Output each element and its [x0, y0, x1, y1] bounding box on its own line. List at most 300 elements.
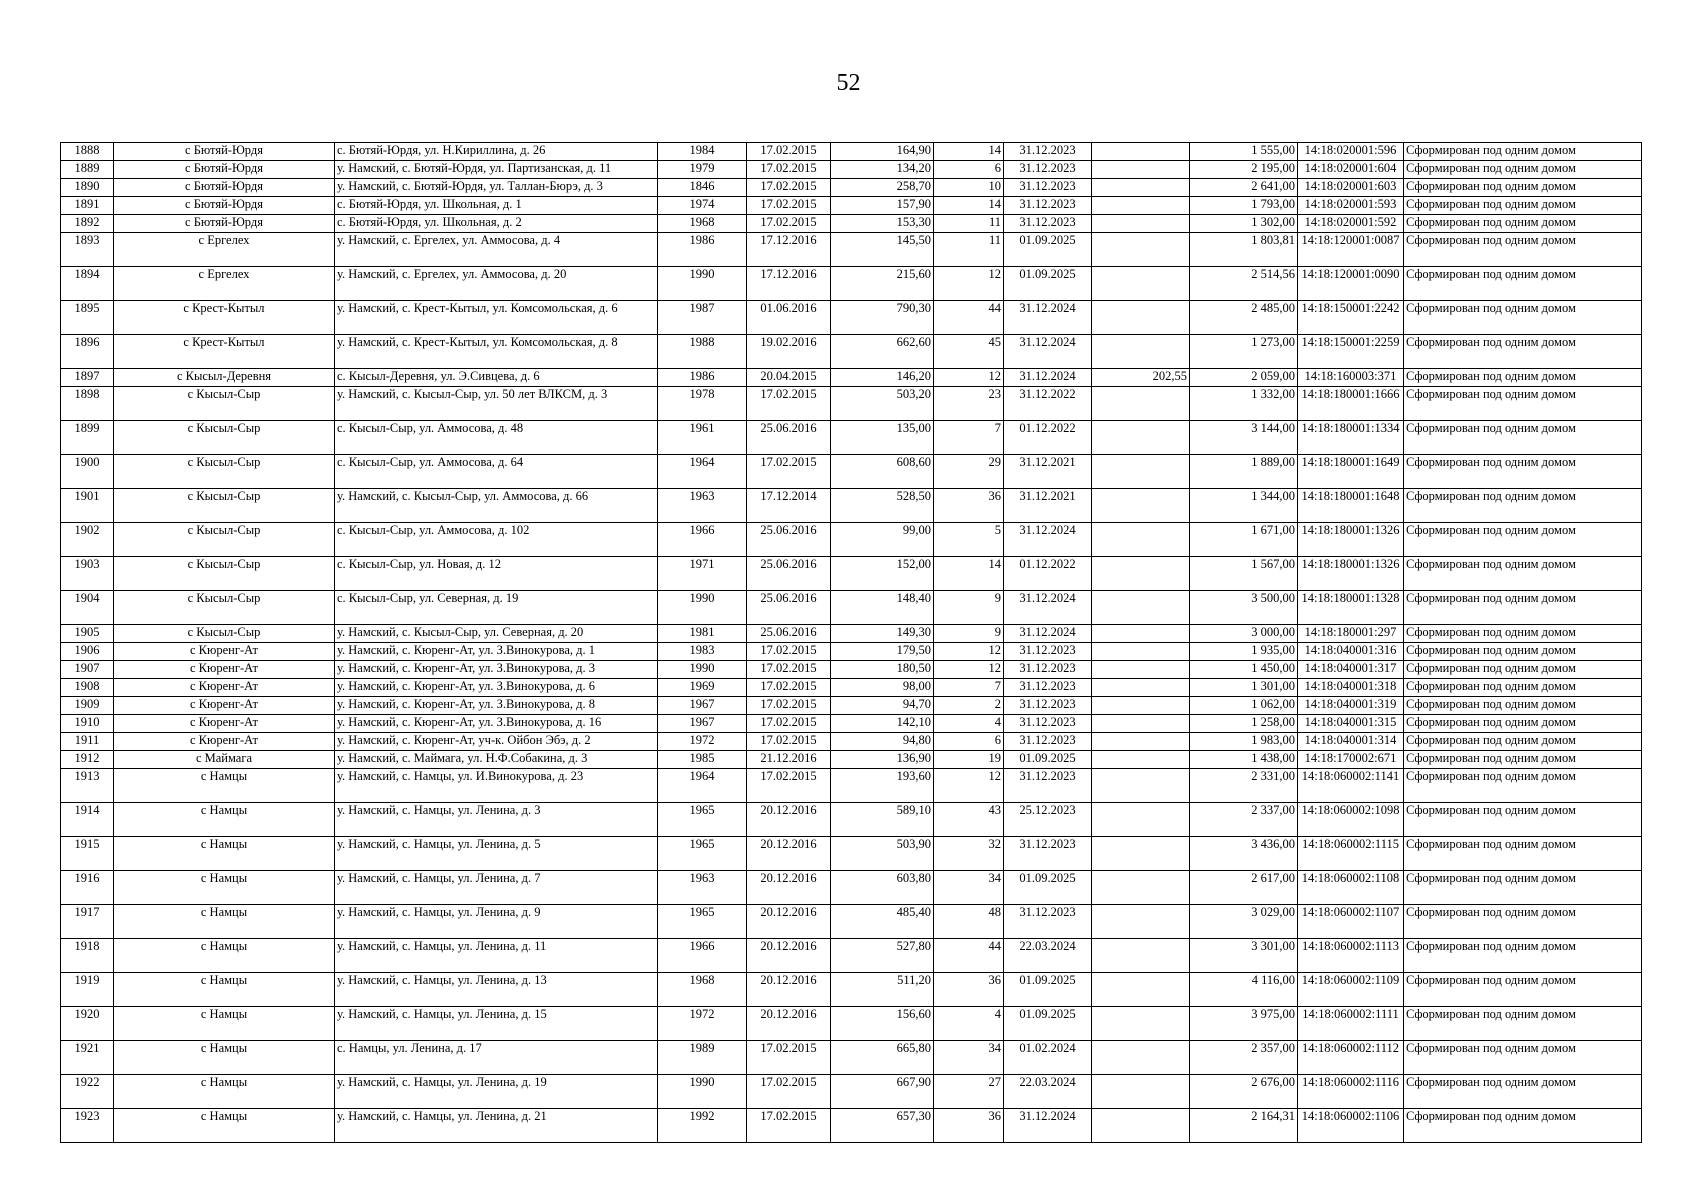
status-cell: Сформирован под одним домом [1404, 715, 1642, 733]
registration-date-cell: 17.12.2016 [747, 267, 831, 301]
row-number-cell: 1909 [61, 697, 114, 715]
table-row [61, 1109, 1642, 1143]
table-row [61, 679, 1642, 697]
residents-count-cell: 6 [934, 161, 1004, 179]
residents-count-cell: 34 [934, 871, 1004, 905]
area-cell: 136,90 [831, 751, 934, 769]
cadastral-number-cell: 14:18:180001:1326 [1298, 557, 1404, 591]
area-cell: 153,30 [831, 215, 934, 233]
cost-cell: 1 302,00 [1190, 215, 1298, 233]
locality-cell: с Кысыл-Сыр [114, 421, 335, 455]
cadastral-number-cell: 14:18:150001:2259 [1298, 335, 1404, 369]
cadastral-number-cell: 14:18:020001:592 [1298, 215, 1404, 233]
extra-value-cell [1092, 661, 1190, 679]
address-cell: с. Кысыл-Сыр, ул. Северная, д. 19 [335, 591, 658, 625]
address-cell: у. Намский, с. Кюренг-Ат, уч-к. Ойбон Эбэ, д. 2 [335, 733, 658, 751]
registration-date-cell: 17.02.2015 [747, 161, 831, 179]
address-cell: с. Кысыл-Сыр, ул. Аммосова, д. 48 [335, 421, 658, 455]
address-cell: у. Намский, с. Намцы, ул. Ленина, д. 3 [335, 803, 658, 837]
extra-value-cell [1092, 837, 1190, 871]
year-built-cell: 1965 [658, 837, 747, 871]
locality-cell: с Ергелех [114, 267, 335, 301]
year-built-cell: 1990 [658, 591, 747, 625]
cadastral-number-cell: 14:18:180001:1648 [1298, 489, 1404, 523]
locality-cell: с Кюренг-Ат [114, 661, 335, 679]
cost-cell: 3 436,00 [1190, 837, 1298, 871]
table-row [61, 179, 1642, 197]
residents-count-cell: 36 [934, 973, 1004, 1007]
residents-count-cell: 4 [934, 1007, 1004, 1041]
cost-cell: 1 450,00 [1190, 661, 1298, 679]
year-built-cell: 1981 [658, 625, 747, 643]
locality-cell: с Намцы [114, 871, 335, 905]
deadline-cell: 31.12.2023 [1004, 143, 1092, 161]
registration-date-cell: 17.02.2015 [747, 679, 831, 697]
address-cell: с. Кысыл-Сыр, ул. Новая, д. 12 [335, 557, 658, 591]
deadline-cell: 31.12.2024 [1004, 335, 1092, 369]
row-number-cell: 1910 [61, 715, 114, 733]
address-cell: у. Намский, с. Кысыл-Сыр, ул. 50 лет ВЛКСМ, д. 3 [335, 387, 658, 421]
status-cell: Сформирован под одним домом [1404, 625, 1642, 643]
status-cell: Сформирован под одним домом [1404, 1109, 1642, 1143]
cadastral-number-cell: 14:18:020001:604 [1298, 161, 1404, 179]
year-built-cell: 1986 [658, 369, 747, 387]
area-cell: 134,20 [831, 161, 934, 179]
cost-cell: 2 641,00 [1190, 179, 1298, 197]
year-built-cell: 1966 [658, 523, 747, 557]
deadline-cell: 31.12.2023 [1004, 161, 1092, 179]
cadastral-number-cell: 14:18:060002:1115 [1298, 837, 1404, 871]
cost-cell: 1 889,00 [1190, 455, 1298, 489]
deadline-cell: 31.12.2021 [1004, 455, 1092, 489]
cost-cell: 2 331,00 [1190, 769, 1298, 803]
table-row [61, 1075, 1642, 1109]
row-number-cell: 1900 [61, 455, 114, 489]
cost-cell: 3 500,00 [1190, 591, 1298, 625]
deadline-cell: 01.09.2025 [1004, 871, 1092, 905]
locality-cell: с Бютяй-Юрдя [114, 143, 335, 161]
residents-count-cell: 7 [934, 421, 1004, 455]
cost-cell: 2 357,00 [1190, 1041, 1298, 1075]
cost-cell: 3 144,00 [1190, 421, 1298, 455]
residents-count-cell: 14 [934, 143, 1004, 161]
residents-count-cell: 10 [934, 179, 1004, 197]
row-number-cell: 1922 [61, 1075, 114, 1109]
deadline-cell: 31.12.2023 [1004, 679, 1092, 697]
row-number-cell: 1892 [61, 215, 114, 233]
area-cell: 179,50 [831, 643, 934, 661]
year-built-cell: 1971 [658, 557, 747, 591]
area-cell: 149,30 [831, 625, 934, 643]
year-built-cell: 1972 [658, 733, 747, 751]
year-built-cell: 1992 [658, 1109, 747, 1143]
deadline-cell: 01.09.2025 [1004, 751, 1092, 769]
status-cell: Сформирован под одним домом [1404, 267, 1642, 301]
table-row [61, 455, 1642, 489]
address-cell: у. Намский, с. Бютяй-Юрдя, ул. Таллан-Бюрэ, д. 3 [335, 179, 658, 197]
cost-cell: 1 567,00 [1190, 557, 1298, 591]
status-cell: Сформирован под одним домом [1404, 1007, 1642, 1041]
cadastral-number-cell: 14:18:060002:1098 [1298, 803, 1404, 837]
table-row [61, 143, 1642, 161]
locality-cell: с Намцы [114, 803, 335, 837]
locality-cell: с Кысыл-Сыр [114, 625, 335, 643]
cadastral-number-cell: 14:18:020001:596 [1298, 143, 1404, 161]
extra-value-cell [1092, 751, 1190, 769]
registration-date-cell: 17.12.2016 [747, 233, 831, 267]
residents-count-cell: 9 [934, 591, 1004, 625]
row-number-cell: 1897 [61, 369, 114, 387]
cost-cell: 2 164,31 [1190, 1109, 1298, 1143]
cost-cell: 1 258,00 [1190, 715, 1298, 733]
row-number-cell: 1912 [61, 751, 114, 769]
deadline-cell: 01.02.2024 [1004, 1041, 1092, 1075]
registration-date-cell: 17.02.2015 [747, 661, 831, 679]
extra-value-cell [1092, 679, 1190, 697]
address-cell: с. Кысыл-Деревня, ул. Э.Сивцева, д. 6 [335, 369, 658, 387]
extra-value-cell [1092, 1109, 1190, 1143]
address-cell: у. Намский, с. Кысыл-Сыр, ул. Северная, д. 20 [335, 625, 658, 643]
cost-cell: 2 514,56 [1190, 267, 1298, 301]
cadastral-number-cell: 14:18:020001:603 [1298, 179, 1404, 197]
cadastral-number-cell: 14:18:180001:1666 [1298, 387, 1404, 421]
cost-cell: 2 485,00 [1190, 301, 1298, 335]
table-row [61, 751, 1642, 769]
locality-cell: с Крест-Кытыл [114, 301, 335, 335]
extra-value-cell [1092, 489, 1190, 523]
locality-cell: с Кюренг-Ат [114, 697, 335, 715]
registration-date-cell: 17.02.2015 [747, 1075, 831, 1109]
area-cell: 528,50 [831, 489, 934, 523]
status-cell: Сформирован под одним домом [1404, 733, 1642, 751]
residents-count-cell: 14 [934, 197, 1004, 215]
residents-count-cell: 11 [934, 215, 1004, 233]
registration-date-cell: 17.02.2015 [747, 179, 831, 197]
registration-date-cell: 17.02.2015 [747, 769, 831, 803]
residents-count-cell: 44 [934, 939, 1004, 973]
area-cell: 145,50 [831, 233, 934, 267]
residents-count-cell: 12 [934, 769, 1004, 803]
cadastral-number-cell: 14:18:040001:318 [1298, 679, 1404, 697]
cost-cell: 1 671,00 [1190, 523, 1298, 557]
status-cell: Сформирован под одним домом [1404, 523, 1642, 557]
residents-count-cell: 43 [934, 803, 1004, 837]
registration-date-cell: 17.02.2015 [747, 643, 831, 661]
address-cell: у. Намский, с. Намцы, ул. Ленина, д. 9 [335, 905, 658, 939]
extra-value-cell [1092, 803, 1190, 837]
residents-count-cell: 36 [934, 1109, 1004, 1143]
status-cell: Сформирован под одним домом [1404, 489, 1642, 523]
locality-cell: с Бютяй-Юрдя [114, 215, 335, 233]
row-number-cell: 1891 [61, 197, 114, 215]
extra-value-cell [1092, 769, 1190, 803]
table-body [61, 143, 1642, 1143]
status-cell: Сформирован под одним домом [1404, 939, 1642, 973]
area-cell: 99,00 [831, 523, 934, 557]
status-cell: Сформирован под одним домом [1404, 197, 1642, 215]
cost-cell: 2 195,00 [1190, 161, 1298, 179]
address-cell: с. Кысыл-Сыр, ул. Аммосова, д. 64 [335, 455, 658, 489]
registration-date-cell: 25.06.2016 [747, 523, 831, 557]
table-row [61, 733, 1642, 751]
cost-cell: 2 059,00 [1190, 369, 1298, 387]
row-number-cell: 1906 [61, 643, 114, 661]
extra-value-cell [1092, 197, 1190, 215]
cost-cell: 1 273,00 [1190, 335, 1298, 369]
extra-value-cell [1092, 143, 1190, 161]
table-row [61, 233, 1642, 267]
area-cell: 511,20 [831, 973, 934, 1007]
table-row [61, 871, 1642, 905]
area-cell: 503,20 [831, 387, 934, 421]
table-row [61, 197, 1642, 215]
deadline-cell: 22.03.2024 [1004, 939, 1092, 973]
registration-date-cell: 25.06.2016 [747, 625, 831, 643]
registration-date-cell: 19.02.2016 [747, 335, 831, 369]
registration-date-cell: 25.06.2016 [747, 421, 831, 455]
status-cell: Сформирован под одним домом [1404, 421, 1642, 455]
residents-count-cell: 23 [934, 387, 1004, 421]
area-cell: 152,00 [831, 557, 934, 591]
residents-count-cell: 12 [934, 643, 1004, 661]
extra-value-cell [1092, 179, 1190, 197]
cadastral-number-cell: 14:18:180001:1649 [1298, 455, 1404, 489]
table-row [61, 369, 1642, 387]
table-row [61, 557, 1642, 591]
cadastral-number-cell: 14:18:060002:1108 [1298, 871, 1404, 905]
deadline-cell: 31.12.2024 [1004, 591, 1092, 625]
registration-date-cell: 17.02.2015 [747, 215, 831, 233]
address-cell: у. Намский, с. Бютяй-Юрдя, ул. Партизанская, д. 11 [335, 161, 658, 179]
table-row [61, 335, 1642, 369]
status-cell: Сформирован под одним домом [1404, 179, 1642, 197]
cadastral-number-cell: 14:18:020001:593 [1298, 197, 1404, 215]
area-cell: 142,10 [831, 715, 934, 733]
extra-value-cell [1092, 301, 1190, 335]
housing-registry-table [60, 142, 1642, 1143]
cadastral-number-cell: 14:18:040001:319 [1298, 697, 1404, 715]
cadastral-number-cell: 14:18:120001:0087 [1298, 233, 1404, 267]
status-cell: Сформирован под одним домом [1404, 643, 1642, 661]
year-built-cell: 1988 [658, 335, 747, 369]
cadastral-number-cell: 14:18:170002:671 [1298, 751, 1404, 769]
locality-cell: с Кысыл-Сыр [114, 557, 335, 591]
row-number-cell: 1902 [61, 523, 114, 557]
deadline-cell: 01.09.2025 [1004, 233, 1092, 267]
extra-value-cell [1092, 939, 1190, 973]
cadastral-number-cell: 14:18:060002:1113 [1298, 939, 1404, 973]
area-cell: 258,70 [831, 179, 934, 197]
extra-value-cell [1092, 871, 1190, 905]
cadastral-number-cell: 14:18:180001:1328 [1298, 591, 1404, 625]
row-number-cell: 1916 [61, 871, 114, 905]
year-built-cell: 1964 [658, 769, 747, 803]
status-cell: Сформирован под одним домом [1404, 335, 1642, 369]
table-row [61, 643, 1642, 661]
locality-cell: с Намцы [114, 1007, 335, 1041]
table-row [61, 939, 1642, 973]
address-cell: у. Намский, с. Намцы, ул. Ленина, д. 19 [335, 1075, 658, 1109]
address-cell: у. Намский, с. Маймага, ул. Н.Ф.Собакина, д. 3 [335, 751, 658, 769]
address-cell: у. Намский, с. Намцы, ул. Ленина, д. 13 [335, 973, 658, 1007]
deadline-cell: 31.12.2023 [1004, 733, 1092, 751]
address-cell: у. Намский, с. Кюренг-Ат, ул. З.Винокурова, д. 8 [335, 697, 658, 715]
extra-value-cell [1092, 1007, 1190, 1041]
residents-count-cell: 32 [934, 837, 1004, 871]
area-cell: 180,50 [831, 661, 934, 679]
extra-value-cell [1092, 215, 1190, 233]
table-row [61, 905, 1642, 939]
residents-count-cell: 9 [934, 625, 1004, 643]
row-number-cell: 1913 [61, 769, 114, 803]
locality-cell: с Намцы [114, 1075, 335, 1109]
status-cell: Сформирован под одним домом [1404, 591, 1642, 625]
registration-date-cell: 20.12.2016 [747, 939, 831, 973]
row-number-cell: 1905 [61, 625, 114, 643]
address-cell: у. Намский, с. Намцы, ул. Ленина, д. 21 [335, 1109, 658, 1143]
row-number-cell: 1904 [61, 591, 114, 625]
table-row [61, 661, 1642, 679]
table-row [61, 387, 1642, 421]
cadastral-number-cell: 14:18:040001:317 [1298, 661, 1404, 679]
residents-count-cell: 5 [934, 523, 1004, 557]
year-built-cell: 1967 [658, 715, 747, 733]
deadline-cell: 01.12.2022 [1004, 421, 1092, 455]
deadline-cell: 31.12.2023 [1004, 769, 1092, 803]
extra-value-cell [1092, 591, 1190, 625]
year-built-cell: 1984 [658, 143, 747, 161]
row-number-cell: 1903 [61, 557, 114, 591]
row-number-cell: 1899 [61, 421, 114, 455]
registration-date-cell: 17.12.2014 [747, 489, 831, 523]
deadline-cell: 31.12.2023 [1004, 197, 1092, 215]
cadastral-number-cell: 14:18:060002:1106 [1298, 1109, 1404, 1143]
area-cell: 94,80 [831, 733, 934, 751]
area-cell: 156,60 [831, 1007, 934, 1041]
year-built-cell: 1978 [658, 387, 747, 421]
deadline-cell: 01.09.2025 [1004, 973, 1092, 1007]
year-built-cell: 1968 [658, 973, 747, 1007]
row-number-cell: 1908 [61, 679, 114, 697]
table-row [61, 591, 1642, 625]
deadline-cell: 22.03.2024 [1004, 1075, 1092, 1109]
locality-cell: с Бютяй-Юрдя [114, 179, 335, 197]
cost-cell: 1 332,00 [1190, 387, 1298, 421]
address-cell: у. Намский, с. Намцы, ул. Ленина, д. 11 [335, 939, 658, 973]
extra-value-cell: 202,55 [1092, 369, 1190, 387]
status-cell: Сформирован под одним домом [1404, 143, 1642, 161]
locality-cell: с Намцы [114, 939, 335, 973]
table-row [61, 267, 1642, 301]
locality-cell: с Кысыл-Сыр [114, 523, 335, 557]
extra-value-cell [1092, 387, 1190, 421]
extra-value-cell [1092, 697, 1190, 715]
extra-value-cell [1092, 523, 1190, 557]
cadastral-number-cell: 14:18:060002:1141 [1298, 769, 1404, 803]
residents-count-cell: 34 [934, 1041, 1004, 1075]
area-cell: 157,90 [831, 197, 934, 215]
deadline-cell: 31.12.2024 [1004, 523, 1092, 557]
address-cell: у. Намский, с. Кюренг-Ат, ул. З.Винокурова, д. 1 [335, 643, 658, 661]
cadastral-number-cell: 14:18:040001:314 [1298, 733, 1404, 751]
area-cell: 135,00 [831, 421, 934, 455]
cost-cell: 3 301,00 [1190, 939, 1298, 973]
row-number-cell: 1918 [61, 939, 114, 973]
deadline-cell: 31.12.2024 [1004, 1109, 1092, 1143]
area-cell: 98,00 [831, 679, 934, 697]
residents-count-cell: 6 [934, 733, 1004, 751]
address-cell: у. Намский, с. Кюренг-Ат, ул. З.Винокурова, д. 16 [335, 715, 658, 733]
address-cell: у. Намский, с. Намцы, ул. И.Винокурова, д. 23 [335, 769, 658, 803]
year-built-cell: 1968 [658, 215, 747, 233]
registration-date-cell: 17.02.2015 [747, 143, 831, 161]
year-built-cell: 1979 [658, 161, 747, 179]
locality-cell: с Намцы [114, 905, 335, 939]
table-row [61, 625, 1642, 643]
address-cell: у. Намский, с. Ергелех, ул. Аммосова, д. 20 [335, 267, 658, 301]
cadastral-number-cell: 14:18:060002:1107 [1298, 905, 1404, 939]
row-number-cell: 1914 [61, 803, 114, 837]
year-built-cell: 1987 [658, 301, 747, 335]
cadastral-number-cell: 14:18:180001:1334 [1298, 421, 1404, 455]
year-built-cell: 1986 [658, 233, 747, 267]
residents-count-cell: 14 [934, 557, 1004, 591]
extra-value-cell [1092, 335, 1190, 369]
registration-date-cell: 20.12.2016 [747, 1007, 831, 1041]
locality-cell: с Кюренг-Ат [114, 679, 335, 697]
extra-value-cell [1092, 455, 1190, 489]
registration-date-cell: 17.02.2015 [747, 1041, 831, 1075]
locality-cell: с Кысыл-Сыр [114, 591, 335, 625]
area-cell: 146,20 [831, 369, 934, 387]
row-number-cell: 1907 [61, 661, 114, 679]
table-row [61, 803, 1642, 837]
deadline-cell: 31.12.2022 [1004, 387, 1092, 421]
year-built-cell: 1964 [658, 455, 747, 489]
area-cell: 657,30 [831, 1109, 934, 1143]
cadastral-number-cell: 14:18:040001:316 [1298, 643, 1404, 661]
address-cell: у. Намский, с. Кюренг-Ат, ул. З.Винокурова, д. 6 [335, 679, 658, 697]
row-number-cell: 1888 [61, 143, 114, 161]
status-cell: Сформирован под одним домом [1404, 661, 1642, 679]
cost-cell: 3 975,00 [1190, 1007, 1298, 1041]
registration-date-cell: 17.02.2015 [747, 387, 831, 421]
address-cell: у. Намский, с. Крест-Кытыл, ул. Комсомольская, д. 8 [335, 335, 658, 369]
year-built-cell: 1989 [658, 1041, 747, 1075]
row-number-cell: 1911 [61, 733, 114, 751]
area-cell: 665,80 [831, 1041, 934, 1075]
address-cell: у. Намский, с. Ергелех, ул. Аммосова, д. 4 [335, 233, 658, 267]
locality-cell: с Кюренг-Ат [114, 643, 335, 661]
status-cell: Сформирован под одним домом [1404, 837, 1642, 871]
cost-cell: 1 344,00 [1190, 489, 1298, 523]
extra-value-cell [1092, 715, 1190, 733]
registration-date-cell: 20.04.2015 [747, 369, 831, 387]
status-cell: Сформирован под одним домом [1404, 215, 1642, 233]
status-cell: Сформирован под одним домом [1404, 1075, 1642, 1109]
page-number: 52 [836, 70, 861, 96]
extra-value-cell [1092, 973, 1190, 1007]
deadline-cell: 01.09.2025 [1004, 1007, 1092, 1041]
table-row [61, 421, 1642, 455]
status-cell: Сформирован под одним домом [1404, 905, 1642, 939]
year-built-cell: 1965 [658, 803, 747, 837]
row-number-cell: 1898 [61, 387, 114, 421]
locality-cell: с Намцы [114, 973, 335, 1007]
address-cell: с. Намцы, ул. Ленина, д. 17 [335, 1041, 658, 1075]
extra-value-cell [1092, 421, 1190, 455]
year-built-cell: 1963 [658, 489, 747, 523]
